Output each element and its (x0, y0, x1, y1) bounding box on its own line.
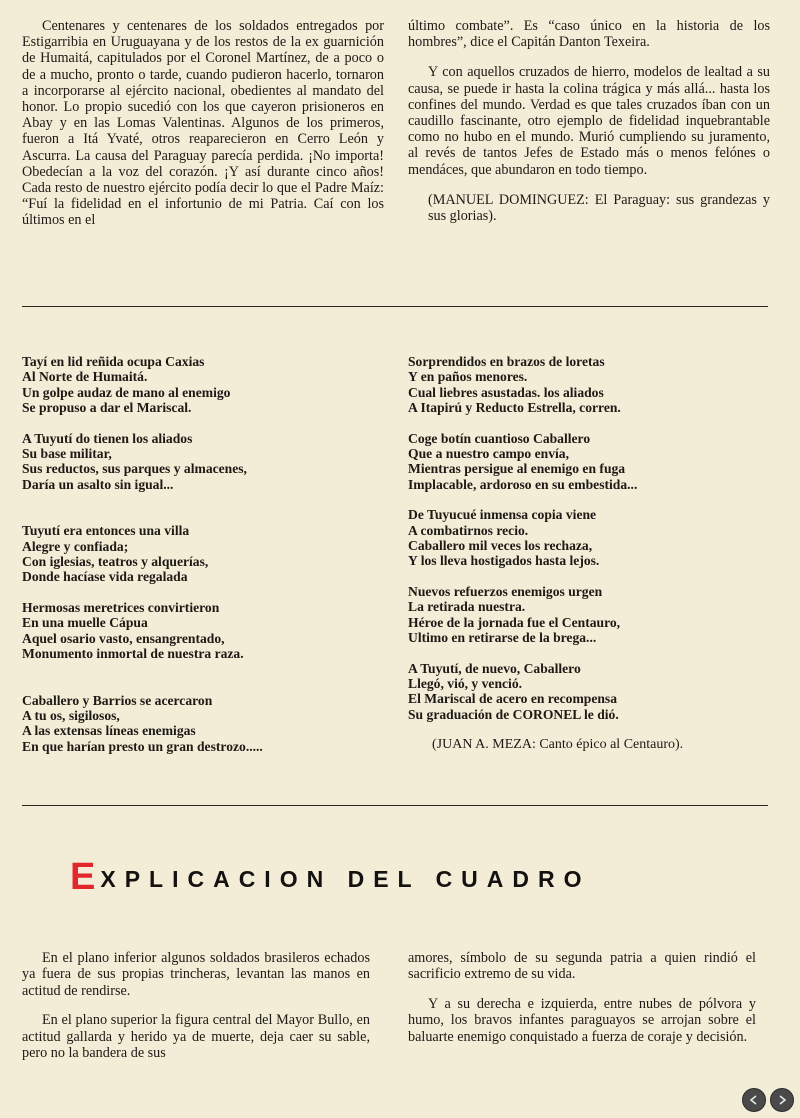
poem-line: En una muelle Cápua (22, 615, 148, 631)
poem-line: Al Norte de Humaitá. (22, 369, 148, 385)
poem-line: Ultimo en retirarse de la brega... (408, 630, 597, 646)
poem-line: Con iglesias, teatros y alquerías, (22, 554, 209, 570)
next-page-icon (776, 1094, 788, 1106)
previous-page-button[interactable] (742, 1088, 766, 1112)
poem-right-column (408, 354, 768, 753)
top-right-paragraph: Y con aquellos cruzados de hierro, modelos de lealtad a su causa, se puede ir hasta la colina trágica y más allá... hasta los confines del mundo. Verdad es que tales cruzados íban con un caudillo fascinante, otro ejemplo de fidelidad inquebrantable como no hubo en el mundo. Murió cumpliendo su juramento, al revés de tantos Jefes de Estado más o menos felónes o mendáces, que abundaron en todo tiempo. (408, 64, 770, 178)
explanation-left-column (22, 950, 370, 1074)
heading-initial: E (70, 856, 101, 898)
poem-line: A las extensas líneas enemigas (22, 723, 196, 739)
section-divider-bottom (22, 805, 768, 806)
poem-stanza (408, 507, 768, 569)
top-right-continuation: último combate”. Es “caso único en la historia de los hombres”, dice el Capitán Danton Texeira. (408, 18, 770, 51)
poem-line: Implacable, ardoroso en su embestida... (408, 476, 638, 492)
poem-line: Su graduación de CORONEL le dió. (408, 706, 619, 722)
poem-stanza (408, 354, 768, 416)
poem-line: De Tuyucué inmensa copia viene (408, 507, 597, 523)
previous-page-icon (748, 1094, 760, 1106)
poem-line: Que a nuestro campo envía, (408, 446, 569, 462)
explanation-paragraph: En el plano inferior algunos soldados brasileros echados ya fuera de sus propias trincheras, levantan las manos en actitud de rendirse. (22, 950, 370, 999)
poem-line: Donde hacíase vida regalada (22, 569, 188, 585)
poem-line: Mientras persigue al enemigo en fuga (408, 461, 626, 477)
poem-line: Héroe de la jornada fue el Centauro, (408, 614, 621, 630)
section-divider-top (22, 306, 768, 307)
poem-line: A combatirnos recio. (408, 522, 529, 538)
poem-stanza (22, 354, 382, 416)
poem-line: La retirada nuestra. (408, 599, 526, 615)
top-citation: (MANUEL DOMINGUEZ: El Paraguay: sus grandezas y sus glorias). (428, 191, 770, 225)
explanation-paragraph: En el plano superior la figura central del Mayor Bullo, en actitud gallarda y herido ya de muerte, deja caer su sable, pero no la bandera de sus (22, 1012, 370, 1062)
poem-line: A Tuyutí do tienen los aliados (22, 430, 193, 446)
poem-stanza (408, 431, 768, 493)
poem-line: Alegre y confiada; (22, 538, 129, 554)
explanation-paragraph: Y a su derecha e izquierda, entre nubes de pólvora y humo, los bravos infantes paraguayos se arrojan sobre el baluarte enemigo conquistado a fuerza de coraje y decisión. (408, 995, 756, 1045)
poem-stanza (408, 661, 768, 723)
poem-line: Y en paños menores. (408, 369, 528, 385)
explanation-paragraph: amores, símbolo de su segunda patria a quien rindió el sacrificio extremo de su vida. (408, 950, 756, 983)
poem-line: A Tuyutí, de nuevo, Caballero (408, 660, 581, 676)
poem-line: Daría un asalto sin igual... (22, 476, 174, 492)
poem-stanza (22, 523, 382, 585)
poem-line: Aquel osario vasto, ensangrentado, (22, 630, 225, 646)
next-page-button[interactable] (770, 1088, 794, 1112)
top-left-column (22, 18, 384, 243)
poem-line: Se propuso a dar el Mariscal. (22, 400, 192, 416)
poem-line: Llegó, vió, y venció. (408, 675, 523, 691)
poem-line: Nuevos refuerzos enemigos urgen (408, 583, 603, 599)
heading-text: XPLICACION DEL CUADRO (100, 866, 591, 892)
poem-line: Tuyutí era entonces una villa (22, 523, 190, 539)
top-right-column (408, 18, 770, 238)
poem-line: Caballero y Barrios se acercaron (22, 692, 213, 708)
poem-line: Y los lleva hostigados hasta lejos. (408, 553, 600, 569)
poem-line: Caballero mil veces los rechaza, (408, 538, 593, 554)
poem-stanza (22, 693, 382, 755)
top-left-paragraph: Centenares y centenares de los soldados entregados por Estigarribia en Uruguayana y de los restos de la ex guarnición de Humaitá, capitulados por el Coronel Martínez, de a poco o de a mucho, pronto o tarde, cuando pudieron hacerlo, tornaron a incorporarse al ejército nacional, obedientes al mandato del honor. Lo propio sucedió con los que cayeron prisioneros en Abay y en las Lomas Valentinas. Algunos de los primeros, fueron a Itá Yvaté, otros reaparecieron en Cerro León y Ascurra. La causa del Paraguay parecía perdida. ¡No importa! Obedecían a la voz del corazón. ¡Y así durante cinco años! Cada resto de nuestro ejército podía decir lo que el Padre Maíz: “Fuí la fidelidad en el infortunio de mi Patria. Caí con los últimos en el (22, 18, 384, 229)
explanation-right-column (408, 950, 756, 1058)
poem-line: Coge botín cuantioso Caballero (408, 430, 591, 446)
poem-line: Sorprendidos en brazos de loretas (408, 354, 605, 369)
poem-citation: (JUAN A. MEZA: Canto épico al Centauro). (432, 737, 684, 753)
poem-line: Un golpe audaz de mano al enemigo (22, 384, 231, 400)
poem-line: Monumento inmortal de nuestra raza. (22, 646, 244, 662)
poem-line: Sus reductos, sus parques y almacenes, (22, 461, 247, 477)
poem-stanza (408, 584, 768, 646)
poem-line: A tu os, sigilosos, (22, 707, 120, 723)
poem-line: A Itapirú y Reducto Estrella, corren. (408, 400, 621, 416)
poem-left-column (22, 354, 382, 769)
poem-line: Su base militar, (22, 446, 112, 462)
poem-line: Cual liebres asustadas. los aliados (408, 384, 604, 400)
section-heading (70, 856, 591, 899)
poem-line: El Mariscal de acero en recompensa (408, 691, 618, 707)
poem-line: Hermosas meretrices convirtieron (22, 599, 220, 615)
poem-stanza (22, 600, 382, 662)
poem-line: Tayí en lid reñida ocupa Caxias (22, 354, 205, 369)
page-navigation (742, 1088, 794, 1112)
poem-stanza (22, 431, 382, 493)
poem-line: En que harían presto un gran destrozo..... (22, 738, 263, 754)
